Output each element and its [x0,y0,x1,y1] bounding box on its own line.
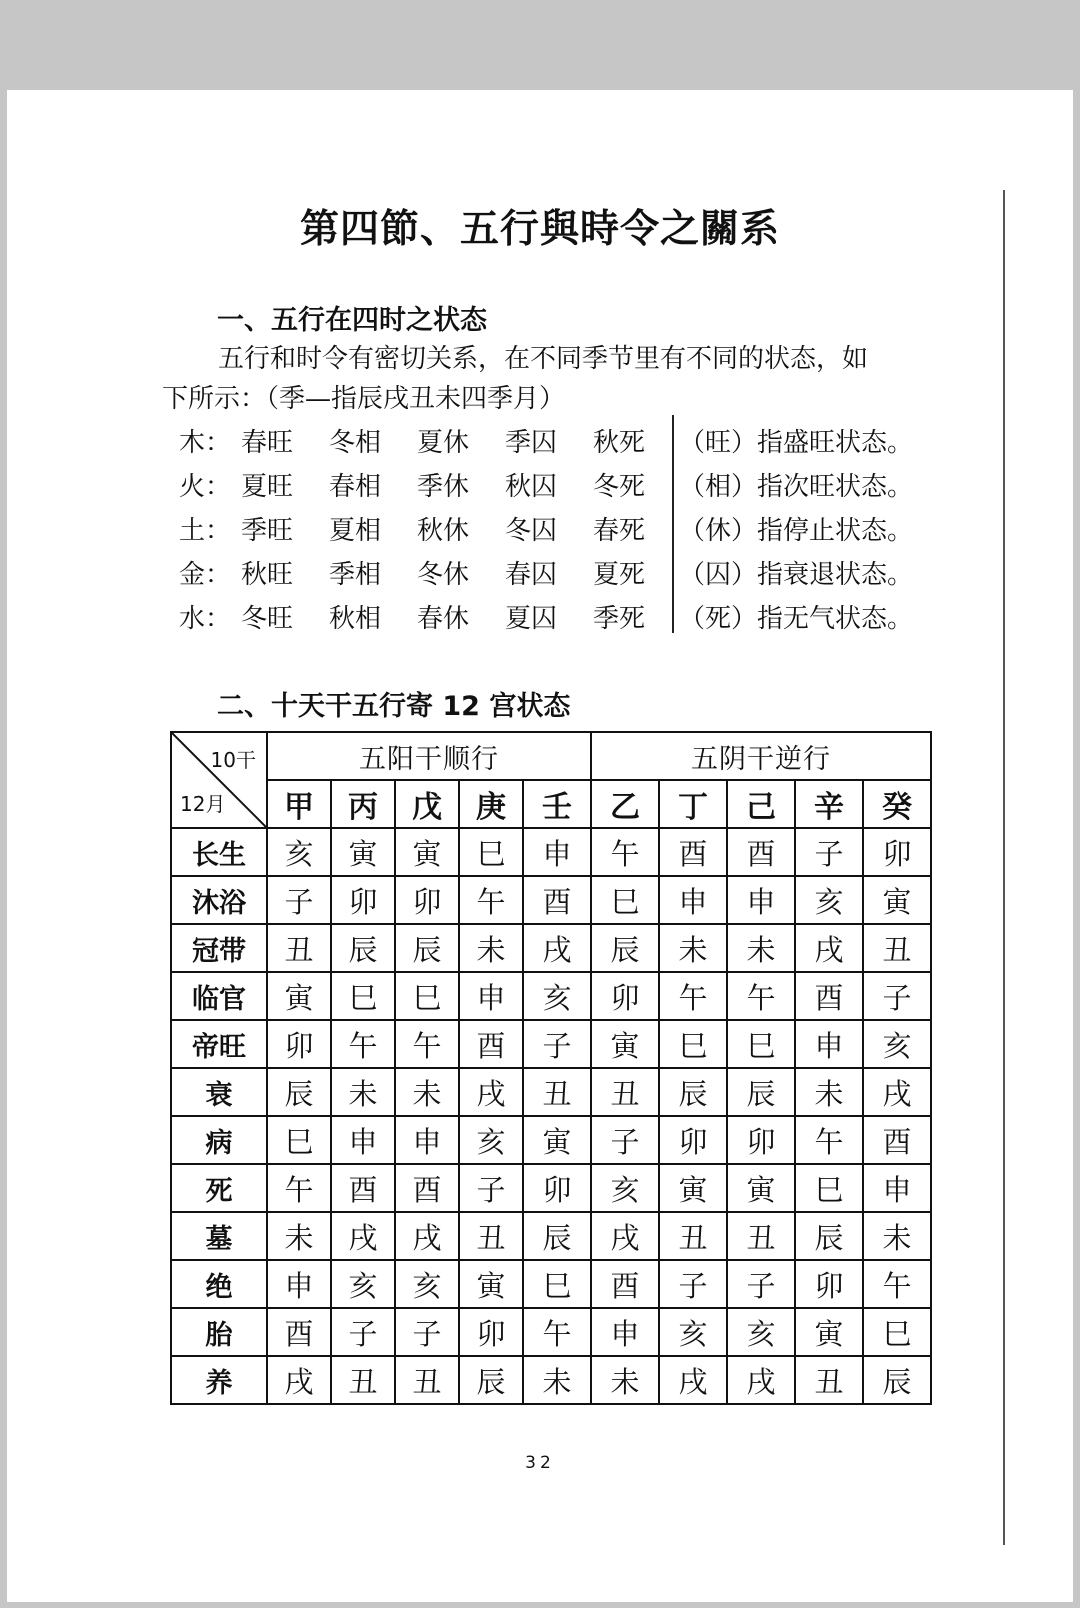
season-state: 春囚 [505,560,558,590]
branch-cell: 未 [659,924,727,972]
season-state: 春相 [329,472,382,502]
branch-cell: 午 [591,828,659,876]
element-label: 火： [179,472,232,502]
stage-label: 墓 [171,1212,267,1260]
branch-cell: 寅 [459,1260,523,1308]
branch-cell: 辰 [459,1356,523,1404]
branch-cell: 酉 [659,828,727,876]
element-label: 土： [179,516,232,546]
branch-cell: 酉 [591,1260,659,1308]
season-state: 春旺 [241,428,294,458]
branch-cell: 子 [591,1116,659,1164]
branch-cell: 酉 [267,1308,331,1356]
branch-cell: 戌 [727,1356,795,1404]
branch-cell: 丑 [459,1212,523,1260]
branch-cell: 未 [459,924,523,972]
branch-cell: 午 [727,972,795,1020]
branch-cell: 申 [727,876,795,924]
season-state: 季囚 [505,428,558,458]
branch-cell: 戌 [659,1356,727,1404]
branch-cell: 未 [523,1356,591,1404]
branch-cell: 午 [267,1164,331,1212]
branch-cell: 午 [395,1020,459,1068]
season-state: 冬休 [417,560,470,590]
branch-cell: 酉 [395,1164,459,1212]
branch-cell: 申 [523,828,591,876]
branch-cell: 酉 [795,972,863,1020]
state-note: （死）指无气状态。 [679,604,914,634]
table-row [171,1212,931,1260]
season-state: 季死 [593,604,646,634]
table-row [171,972,931,1020]
branch-cell: 子 [459,1164,523,1212]
branch-cell: 丑 [331,1356,395,1404]
branch-cell: 卯 [659,1116,727,1164]
branch-cell: 午 [459,876,523,924]
branch-cell: 亥 [395,1260,459,1308]
state-note: （囚）指衰退状态。 [679,560,914,590]
stage-label: 临官 [171,972,267,1020]
branch-cell: 戌 [267,1356,331,1404]
season-state: 夏旺 [241,472,294,502]
branch-cell: 亥 [267,828,331,876]
season-state: 秋休 [417,516,470,546]
branch-cell: 巳 [795,1164,863,1212]
table-row [171,828,931,876]
season-state: 春死 [593,516,646,546]
branch-cell: 丑 [395,1356,459,1404]
stage-label: 死 [171,1164,267,1212]
stage-label: 沐浴 [171,876,267,924]
branch-cell: 辰 [331,924,395,972]
branch-cell: 亥 [795,876,863,924]
branch-cell: 辰 [659,1068,727,1116]
branch-cell: 戌 [459,1068,523,1116]
branch-cell: 申 [331,1116,395,1164]
table-row [171,924,931,972]
stem-header: 庚 [459,780,523,828]
branch-cell: 申 [863,1164,931,1212]
branch-cell: 辰 [591,924,659,972]
branch-cell: 戌 [523,924,591,972]
branch-cell: 亥 [331,1260,395,1308]
season-state: 季相 [329,560,382,590]
branch-cell: 卯 [331,876,395,924]
stem-header: 乙 [591,780,659,828]
table-corner-cell [171,732,267,828]
stem-header: 丙 [331,780,395,828]
paragraph-line-1: 五行和时令有密切关系，在不同季节里有不同的状态，如 [218,344,869,374]
table-row [171,1356,931,1404]
season-state: 季休 [417,472,470,502]
branch-cell: 辰 [795,1212,863,1260]
branch-cell: 亥 [591,1164,659,1212]
branch-cell: 未 [863,1212,931,1260]
stems-header-row [171,780,931,828]
branch-cell: 午 [331,1020,395,1068]
branch-cell: 巳 [659,1020,727,1068]
branch-cell: 寅 [795,1308,863,1356]
branch-cell: 巳 [863,1308,931,1356]
stem-header: 戊 [395,780,459,828]
branch-cell: 酉 [331,1164,395,1212]
branch-cell: 酉 [727,828,795,876]
stem-header: 己 [727,780,795,828]
branch-cell: 子 [267,876,331,924]
branch-cell: 戌 [863,1068,931,1116]
branch-cell: 寅 [523,1116,591,1164]
branch-cell: 卯 [591,972,659,1020]
state-note: （相）指次旺状态。 [679,472,914,502]
branch-cell: 辰 [395,924,459,972]
branch-cell: 辰 [727,1068,795,1116]
branch-cell: 子 [395,1308,459,1356]
stem-header: 甲 [267,780,331,828]
element-label: 水： [179,604,232,634]
table-row [171,1116,931,1164]
season-state: 季旺 [241,516,294,546]
stem-header: 辛 [795,780,863,828]
state-note: （休）指停止状态。 [679,516,914,546]
branch-cell: 寅 [863,876,931,924]
branch-cell: 未 [331,1068,395,1116]
branch-cell: 申 [267,1260,331,1308]
branch-cell: 子 [523,1020,591,1068]
stage-label: 衰 [171,1068,267,1116]
branch-cell: 未 [795,1068,863,1116]
element-season-states [179,423,999,643]
branch-cell: 丑 [795,1356,863,1404]
stem-header: 丁 [659,780,727,828]
branch-cell: 辰 [523,1212,591,1260]
stage-label: 长生 [171,828,267,876]
branch-cell: 卯 [459,1308,523,1356]
corner-label-months: 12月 [180,792,226,816]
twelve-palace-table [170,731,932,1405]
stem-header: 壬 [523,780,591,828]
branch-cell: 申 [659,876,727,924]
branch-cell: 巳 [523,1260,591,1308]
branch-cell: 亥 [523,972,591,1020]
stage-label: 绝 [171,1260,267,1308]
branch-cell: 未 [267,1212,331,1260]
branch-cell: 子 [331,1308,395,1356]
branch-cell: 未 [727,924,795,972]
section1-heading: 一、五行在四时之状态 [217,305,487,336]
group-header-yin: 五阴干逆行 [591,732,931,780]
branch-cell: 亥 [659,1308,727,1356]
season-state: 秋囚 [505,472,558,502]
branch-cell: 酉 [523,876,591,924]
season-state: 冬旺 [241,604,294,634]
branch-cell: 寅 [331,828,395,876]
table-row [171,1020,931,1068]
branch-cell: 巳 [727,1020,795,1068]
branch-cell: 戌 [591,1212,659,1260]
states-divider-line [672,415,674,633]
branch-cell: 申 [459,972,523,1020]
branch-cell: 丑 [523,1068,591,1116]
branch-cell: 申 [795,1020,863,1068]
branch-cell: 丑 [591,1068,659,1116]
season-state: 冬囚 [505,516,558,546]
branch-cell: 申 [591,1308,659,1356]
state-row [179,511,999,555]
page-number: 32 [525,1453,555,1473]
branch-cell: 戌 [795,924,863,972]
season-state: 春休 [417,604,470,634]
season-state: 秋相 [329,604,382,634]
table-row [171,1164,931,1212]
stage-label: 帝旺 [171,1020,267,1068]
branch-cell: 辰 [863,1356,931,1404]
branch-cell: 戌 [395,1212,459,1260]
branch-cell: 亥 [459,1116,523,1164]
group-header-yang: 五阳干顺行 [267,732,591,780]
branch-cell: 卯 [863,828,931,876]
branch-cell: 丑 [267,924,331,972]
season-state: 冬死 [593,472,646,502]
stage-label: 胎 [171,1308,267,1356]
branch-cell: 巳 [591,876,659,924]
paragraph-line-2: 下所示：（季—指辰戌丑未四季月） [162,384,566,414]
season-state: 夏相 [329,516,382,546]
state-row [179,599,999,643]
branch-cell: 子 [659,1260,727,1308]
branch-cell: 卯 [523,1164,591,1212]
branch-cell: 未 [395,1068,459,1116]
branch-cell: 酉 [863,1116,931,1164]
branch-cell: 午 [659,972,727,1020]
season-state: 秋旺 [241,560,294,590]
stem-header: 癸 [863,780,931,828]
branch-cell: 午 [863,1260,931,1308]
state-note: （旺）指盛旺状态。 [679,428,914,458]
season-state: 夏死 [593,560,646,590]
branch-cell: 巳 [331,972,395,1020]
branch-cell: 申 [395,1116,459,1164]
branch-cell: 酉 [459,1020,523,1068]
branch-cell: 未 [591,1356,659,1404]
branch-cell: 巳 [395,972,459,1020]
season-state: 冬相 [329,428,382,458]
branch-cell: 卯 [795,1260,863,1308]
branch-cell: 子 [863,972,931,1020]
season-state: 秋死 [593,428,646,458]
section1-paragraph [162,339,997,419]
table-row [171,1260,931,1308]
branch-cell: 卯 [727,1116,795,1164]
table-row [171,1068,931,1116]
branch-cell: 寅 [727,1164,795,1212]
branch-cell: 午 [795,1116,863,1164]
branch-cell: 子 [795,828,863,876]
branch-cell: 子 [727,1260,795,1308]
branch-cell: 寅 [395,828,459,876]
branch-cell: 午 [523,1308,591,1356]
branch-cell: 巳 [459,828,523,876]
branch-cell: 亥 [863,1020,931,1068]
table-row [171,876,931,924]
branch-cell: 寅 [659,1164,727,1212]
stage-label: 冠带 [171,924,267,972]
section2-heading: 二、十天干五行寄 12 宫状态 [217,691,571,722]
table-row [171,1308,931,1356]
branch-cell: 寅 [591,1020,659,1068]
stage-label: 养 [171,1356,267,1404]
branch-cell: 卯 [267,1020,331,1068]
state-row [179,467,999,511]
page-edge-line [1003,190,1005,1545]
branch-cell: 寅 [267,972,331,1020]
element-label: 木： [179,428,232,458]
state-row [179,555,999,599]
branch-cell: 戌 [331,1212,395,1260]
season-state: 夏囚 [505,604,558,634]
branch-cell: 卯 [395,876,459,924]
corner-label-stems: 10干 [210,748,256,772]
branch-cell: 辰 [267,1068,331,1116]
state-row [179,423,999,467]
season-state: 夏休 [417,428,470,458]
element-label: 金： [179,560,232,590]
stage-label: 病 [171,1116,267,1164]
branch-cell: 丑 [659,1212,727,1260]
branch-cell: 亥 [727,1308,795,1356]
page-title: 第四節、五行與時令之關系 [299,207,780,252]
branch-cell: 丑 [727,1212,795,1260]
document-page [7,90,1073,1602]
branch-cell: 丑 [863,924,931,972]
branch-cell: 巳 [267,1116,331,1164]
